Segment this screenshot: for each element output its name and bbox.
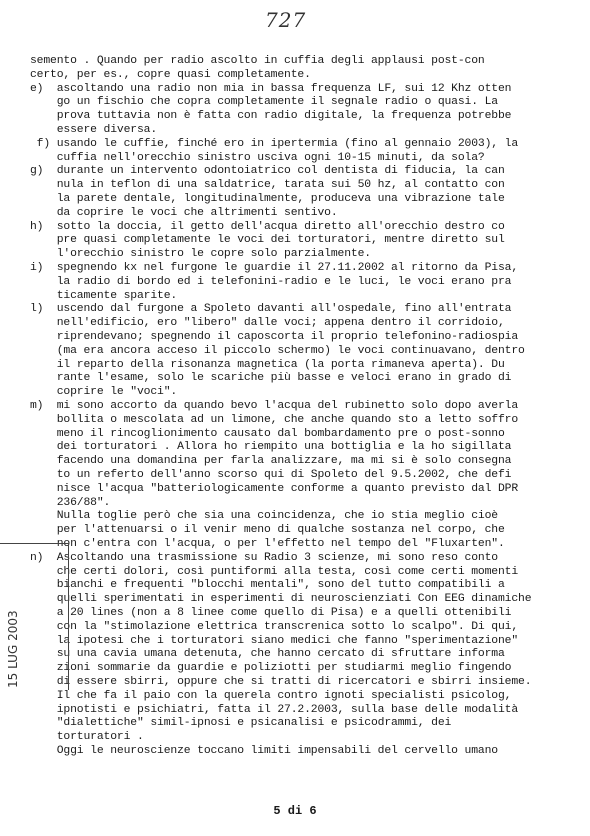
text-line: "dialettiche" simil-ipnosi e psicanalisi e psicodrammi, dei — [30, 717, 452, 730]
text-line: dei torturatori . Allora ho riempito una bottiglia e la ho sigillata — [30, 441, 512, 454]
text-line: ipnotisti e psichiatri, fatta il 27.2.2003, sulla base delle modalità — [30, 703, 519, 716]
text-line: la ipotesi che i torturatori siano medici che fanno "sperimentazione" — [30, 634, 519, 647]
text-line: l'orecchio sinistro le copre solo parzialmente. — [30, 248, 371, 261]
text-line: l) uscendo dal furgone a Spoleto davanti all'ospedale, fino all'entrata — [30, 303, 512, 316]
page-footer: 5 di 6 — [273, 804, 317, 818]
text-line: per l'attenuarsi o il venir meno di qualche sostanza nel corpo, che — [30, 524, 505, 537]
text-line: zioni sommarie da guardie e poliziotti per studiarmi meglio fingendo — [30, 662, 512, 675]
text-line: meno il rincoglionimento causato dal bombardamento pre o post-sonno — [30, 427, 505, 440]
text-line: a 20 lines (non a 8 linee come quello di Pisa) e a quelli ottenibili — [30, 607, 512, 619]
text-line: bollita o mescolata ad un limone, che anche quando sto a letto soffro — [30, 413, 519, 426]
text-line: rante l'esame, solo le scariche più basse e veloci erano in grado di — [30, 372, 512, 385]
text-line: m) mi sono accorto da quando bevo l'acqua del rubinetto solo dopo averla — [30, 400, 519, 412]
text-line: to un referto dell'anno scorso qui di Spoleto del 9.5.2002, che defi — [30, 469, 512, 481]
text-line: il reparto della risonanza magnetica (la porta rimaneva aperta). Du — [30, 358, 505, 371]
text-line: su una cavia umana detenuta, che hanno cercato di sfruttare informa — [30, 648, 505, 661]
text-line: h) sotto la doccia, il getto dell'acqua diretto all'orecchio destro co — [30, 220, 505, 233]
text-line: essere diversa. — [30, 124, 158, 136]
text-line: la parete dentale, longitudinalmente, produceva una vibrazione tale — [30, 193, 505, 205]
text-line: quelli sperimentati in esperimenti di neuroscienziati Con EEG dinamiche — [30, 593, 532, 606]
text-line: f) usando le cuffie, finché ero in ipertermia (fino al gennaio 2003), la — [30, 137, 519, 150]
text-line: ticamente sparite. — [30, 289, 178, 302]
text-line: nula in teflon di una saldatrice, tarata sui 50 hz, al contatto con — [30, 179, 505, 192]
text-line: nell'edificio, ero "libero" dalle voci; appena dentro il corridoio, — [30, 317, 505, 330]
text-line: pre quasi completamente le voci dei torturatori, mentre diretto sul — [30, 234, 505, 247]
text-line: i) spegnendo kx nel furgone le guardie il 27.11.2002 al ritorno da Pisa, — [30, 262, 519, 274]
text-line: certo, per es., copre quasi completamente. — [30, 68, 311, 81]
date-stamp: 15 LUG 2003 — [6, 610, 20, 688]
text-line: Nulla toglie però che sia una coincidenza, che io stia meglio cioè — [30, 510, 498, 523]
text-line: (ma era ancora acceso il piccolo schermo) le voci continuavano, dentro — [30, 344, 525, 357]
text-line: Oggi le neuroscienze toccano limiti impensabili del cervello umano — [30, 745, 498, 757]
text-line: coprire le "voci". — [30, 386, 178, 399]
text-line: di essere sbirri, oppure che si tratti di ricercatori e sbirri insieme. — [30, 676, 532, 688]
text-line: la radio di bordo ed i telefonini-radio e le luci, le voci erano pra — [30, 275, 512, 288]
text-line: con la "stimolazione elettrica transcrenica sotto lo scalpo". Di qui, — [30, 620, 519, 633]
text-line: cuffia nell'orecchio sinistro usciva ogni 10-15 minuti, da sola? — [30, 151, 485, 164]
text-line: riprendevano; spegnendo il caposcorta il proprio telefonino-radiospia — [30, 331, 519, 343]
text-line: prova tuttavia non è fatta con radio digitale, la frequenza potrebbe — [30, 110, 512, 123]
text-line: bianchi e frequenti "blocchi mentali", sono del tutto compatibili a — [30, 579, 505, 592]
text-line: torturatori . — [30, 731, 144, 744]
text-line: Il che fa il paio con la querela contro ignoti specialisti psicolog, — [30, 689, 512, 702]
text-line: che certi dolori, così puntiformi alla testa, così come certi momenti — [30, 565, 519, 578]
text-line: g) durante un intervento odontoiatrico col dentista di fiducia, la can — [30, 165, 505, 178]
text-line: facendo una domandina per farla analizzare, ma mi si è solo consegna — [30, 455, 512, 468]
text-line: n) Ascoltando una trasmissione su Radio 3 scienze, mi sono reso conto — [30, 551, 498, 564]
text-line: non c'entra con l'acqua, o per l'effetto nel tempo del "Fluxarten". — [30, 538, 505, 550]
text-line: nisce l'acqua "batteriologicamente conforme a quanto previsto dal DPR — [30, 482, 519, 495]
text-line: go un fischio che copra completamente il segnale radio o quasi. La — [30, 96, 498, 109]
handwritten-page-number: 727 — [265, 8, 307, 32]
text-line: da coprire le voci che altrimenti sentivo. — [30, 206, 338, 219]
text-line: e) ascoltando una radio non mia in bassa frequenza LF, sui 12 Khz otten — [30, 82, 512, 95]
text-line: semento . Quando per radio ascolto in cuffia degli applausi post-con — [30, 55, 485, 67]
text-line: 236/88". — [30, 496, 111, 509]
